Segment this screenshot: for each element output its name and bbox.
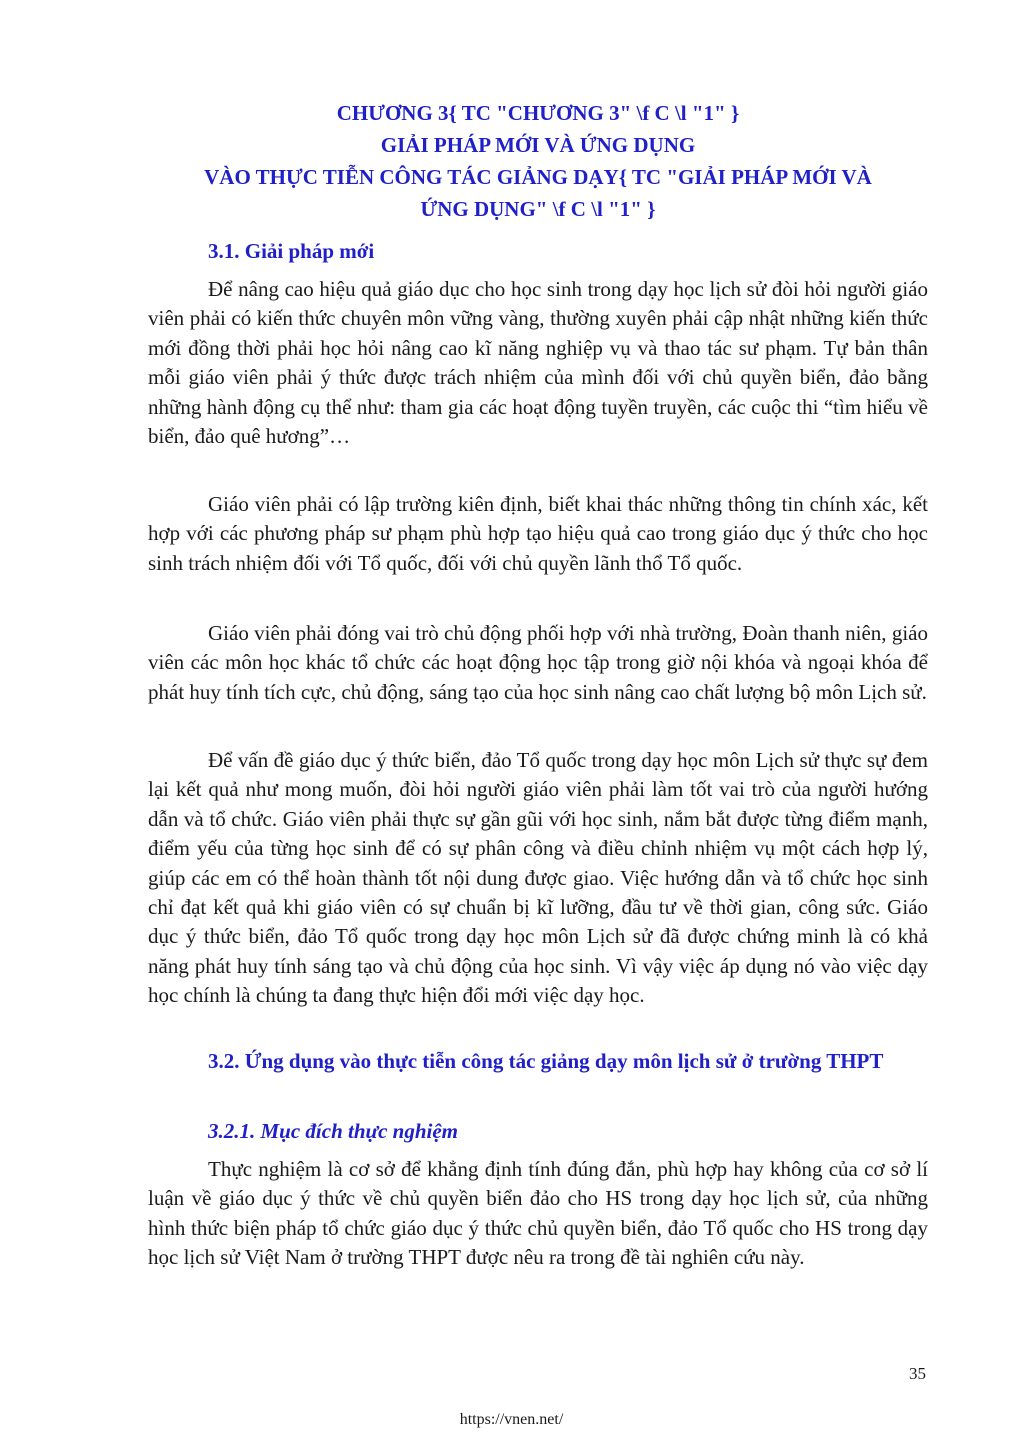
page-number: 35 (909, 1364, 926, 1383)
paragraph-2: Giáo viên phải có lập trường kiên định, biết khai thác những thông tin chính xác, kết hợp với các phương pháp sư phạm phù hợp tạo hiệu quả cao trong giáo dục ý thức cho học sinh trách nhiệm đối với Tổ quốc, đối với chủ quyền lãnh thổ Tổ quốc. (148, 492, 928, 575)
footer-url: https://vnen.net/ (459, 1411, 564, 1428)
chapter-heading-line-1: CHƯƠNG 3{ TC "CHƯƠNG 3" \f C \l "1" } (336, 101, 740, 125)
paragraph-5: Thực nghiệm là cơ sở để khẳng định tính đúng đắn, phù hợp hay không của cơ sở lí luận về giáo dục ý thức về chủ quyền biển đảo cho HS trong dạy học lịch sử, của những hình thức biện pháp tổ chức giáo dục ý thức chủ quyền biển, đảo Tổ quốc cho HS trong dạy học lịch sử Việt Nam ở trường THPT được nêu ra trong đề tài nghiên cứu này. (148, 1157, 928, 1270)
chapter-heading (148, 97, 928, 225)
section-3-1-title: 3.1. Giải pháp mới (208, 239, 375, 263)
chapter-heading-line-2: GIẢI PHÁP MỚI VÀ ỨNG DỤNG (380, 133, 696, 157)
section-3-2-1-title: 3.2.1. Mục đích thực nghiệm (208, 1119, 459, 1143)
paragraph-4: Để vấn đề giáo dục ý thức biển, đảo Tổ quốc trong dạy học môn Lịch sử thực sự đem lại kết quả như mong muốn, đòi hỏi người giáo viên phải làm tốt vai trò của người hướng dẫn và tổ chức. Giáo viên phải thực sự gần gũi với học sinh, nắm bắt được từng điểm mạnh, điểm yếu của từng học sinh để có sự phân công và điều chỉnh nhiệm vụ một cách hợp lý, giúp các em có thể hoàn thành tốt nội dung được giao. Việc hướng dẫn và tổ chức học sinh chỉ đạt kết quả khi giáo viên có sự chuẩn bị kĩ lưỡng, đầu tư về thời gian, công sức. Giáo dục ý thức biển, đảo Tổ quốc trong dạy học môn Lịch sử đã được chứng minh là có khả năng phát huy tính sáng tạo và chủ động của học sinh. Vì vậy việc áp dụng nó vào việc dạy học chính là chúng ta đang thực hiện đổi mới việc dạy học. (148, 748, 928, 1008)
paragraph-3: Giáo viên phải đóng vai trò chủ động phối hợp với nhà trường, Đoàn thanh niên, giáo viên các môn học khác tổ chức các hoạt động học tập trong giờ nội khóa và ngoại khóa để phát huy tính tích cực, chủ động, sáng tạo của học sinh nâng cao chất lượng bộ môn Lịch sử. (148, 621, 928, 704)
section-3-2-title: 3.2. Ứng dụng vào thực tiễn công tác giảng dạy môn lịch sử ở trường THPT (208, 1049, 884, 1073)
paragraph-1: Để nâng cao hiệu quả giáo dục cho học sinh trong dạy học lịch sử đòi hỏi người giáo viên phải có kiến thức chuyên môn vững vàng, thường xuyên phải cập nhật những kiến thức mới đồng thời phải học hỏi nâng cao kĩ năng nghiệp vụ và thao tác sư phạm. Tự bản thân mỗi giáo viên phải ý thức được trách nhiệm của mình đối với chủ quyền biển, đảo bằng những hành động cụ thể như: tham gia các hoạt động tuyền truyền, các cuộc thi “tìm hiểu về biển, đảo quê hương”… (148, 277, 928, 449)
chapter-heading-line-4: ỨNG DỤNG" \f C \l "1" } (420, 197, 656, 221)
chapter-heading-line-3: VÀO THỰC TIỄN CÔNG TÁC GIẢNG DẠY{ TC "GIẢI PHÁP MỚI VÀ (204, 165, 872, 189)
